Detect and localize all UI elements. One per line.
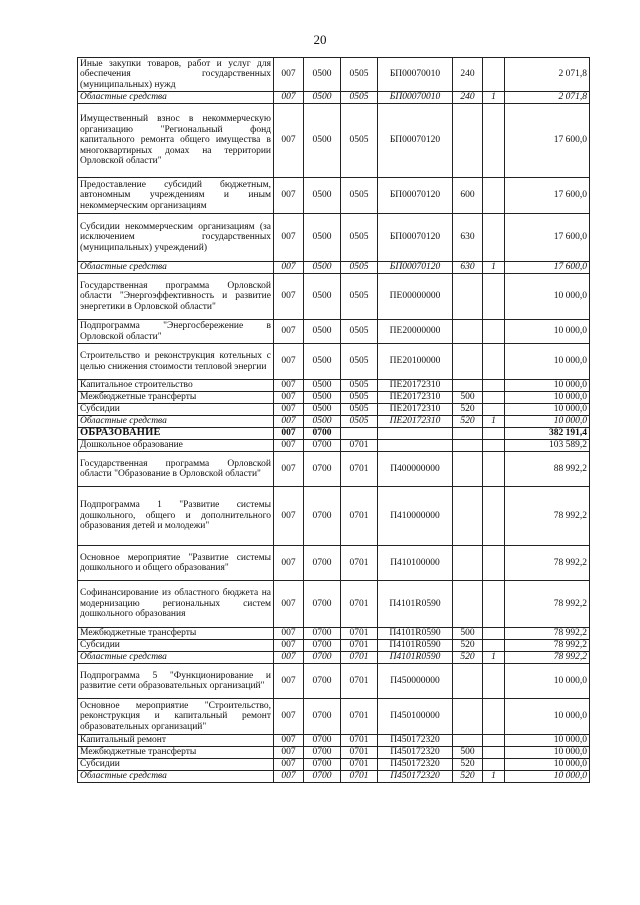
table-row xyxy=(78,452,590,487)
budget-table-body xyxy=(78,58,590,783)
row-admin-code: 007 xyxy=(274,104,304,178)
table-row xyxy=(78,759,590,771)
row-section-code: 0500 xyxy=(304,416,341,428)
row-target-code xyxy=(378,428,453,440)
row-source-code xyxy=(483,628,505,640)
row-source-code xyxy=(483,546,505,581)
row-name: Софинансирование из областного бюджета на модернизацию региональных систем дошкольного образования xyxy=(78,581,274,628)
row-expense-code: 520 xyxy=(453,640,483,652)
row-expense-code: 520 xyxy=(453,771,483,783)
row-section-code: 0700 xyxy=(304,487,341,546)
row-target-code: ПЕ20100000 xyxy=(378,344,453,380)
row-name: Государственная программа Орловской области "Образование в Орловской области" xyxy=(78,452,274,487)
row-admin-code: 007 xyxy=(274,92,304,104)
row-target-code: БП00070120 xyxy=(378,262,453,274)
row-expense-code: 520 xyxy=(453,652,483,664)
row-subsection-code: 0505 xyxy=(341,320,378,344)
row-name: Областные средства xyxy=(78,416,274,428)
row-target-code: П410000000 xyxy=(378,487,453,546)
row-target-code: П450172320 xyxy=(378,759,453,771)
row-admin-code: 007 xyxy=(274,747,304,759)
row-expense-code: 630 xyxy=(453,214,483,262)
table-row xyxy=(78,274,590,320)
table-row xyxy=(78,380,590,392)
table-row xyxy=(78,104,590,178)
row-target-code: П4101R0590 xyxy=(378,640,453,652)
row-admin-code: 007 xyxy=(274,404,304,416)
row-source-code xyxy=(483,747,505,759)
row-target-code: П450000000 xyxy=(378,664,453,699)
row-section-code: 0700 xyxy=(304,628,341,640)
row-source-code: 1 xyxy=(483,771,505,783)
row-section-code: 0700 xyxy=(304,652,341,664)
row-name: Капитальный ремонт xyxy=(78,735,274,747)
row-subsection-code: 0505 xyxy=(341,344,378,380)
row-subsection-code: 0701 xyxy=(341,771,378,783)
row-section-code: 0700 xyxy=(304,735,341,747)
row-subsection-code xyxy=(341,428,378,440)
row-expense-code: 500 xyxy=(453,628,483,640)
row-amount: 78 992,2 xyxy=(505,652,590,664)
table-row xyxy=(78,664,590,699)
row-section-code: 0700 xyxy=(304,699,341,735)
row-admin-code: 007 xyxy=(274,628,304,640)
row-source-code: 1 xyxy=(483,416,505,428)
row-source-code xyxy=(483,735,505,747)
row-subsection-code: 0701 xyxy=(341,628,378,640)
row-amount: 10 000,0 xyxy=(505,759,590,771)
row-amount: 382 191,4 xyxy=(505,428,590,440)
row-amount: 78 992,2 xyxy=(505,546,590,581)
row-admin-code: 007 xyxy=(274,274,304,320)
table-row xyxy=(78,262,590,274)
row-subsection-code: 0701 xyxy=(341,735,378,747)
row-target-code: БП00070010 xyxy=(378,58,453,92)
row-source-code xyxy=(483,428,505,440)
row-subsection-code: 0701 xyxy=(341,452,378,487)
row-source-code xyxy=(483,392,505,404)
row-source-code xyxy=(483,178,505,214)
row-amount: 17 600,0 xyxy=(505,214,590,262)
row-amount: 10 000,0 xyxy=(505,771,590,783)
row-target-code: П450100000 xyxy=(378,699,453,735)
row-section-code: 0500 xyxy=(304,104,341,178)
row-expense-code xyxy=(453,487,483,546)
table-row xyxy=(78,404,590,416)
table-row xyxy=(78,699,590,735)
row-section-code: 0500 xyxy=(304,178,341,214)
row-name: Областные средства xyxy=(78,771,274,783)
row-target-code: П450172320 xyxy=(378,747,453,759)
row-target-code: П4101R0590 xyxy=(378,652,453,664)
row-admin-code: 007 xyxy=(274,735,304,747)
row-name: Основное мероприятие "Развитие системы дошкольного и общего образования" xyxy=(78,546,274,581)
row-section-code: 0700 xyxy=(304,747,341,759)
row-admin-code: 007 xyxy=(274,664,304,699)
row-source-code xyxy=(483,640,505,652)
row-expense-code: 600 xyxy=(453,178,483,214)
row-admin-code: 007 xyxy=(274,581,304,628)
row-amount: 10 000,0 xyxy=(505,747,590,759)
row-amount: 10 000,0 xyxy=(505,416,590,428)
row-subsection-code: 0505 xyxy=(341,416,378,428)
table-row xyxy=(78,652,590,664)
row-subsection-code: 0505 xyxy=(341,214,378,262)
row-expense-code: 240 xyxy=(453,92,483,104)
row-section-code: 0700 xyxy=(304,759,341,771)
row-subsection-code: 0701 xyxy=(341,581,378,628)
row-admin-code: 007 xyxy=(274,428,304,440)
row-amount: 10 000,0 xyxy=(505,404,590,416)
row-subsection-code: 0505 xyxy=(341,58,378,92)
row-admin-code: 007 xyxy=(274,452,304,487)
row-subsection-code: 0505 xyxy=(341,380,378,392)
row-admin-code: 007 xyxy=(274,320,304,344)
row-name: Подпрограмма 1 "Развитие системы дошкольного, общего и дополнительного образования детей и молодежи" xyxy=(78,487,274,546)
row-source-code: 1 xyxy=(483,262,505,274)
row-source-code xyxy=(483,320,505,344)
row-target-code: БП00070120 xyxy=(378,104,453,178)
row-amount: 78 992,2 xyxy=(505,628,590,640)
row-expense-code xyxy=(453,452,483,487)
row-target-code: ПЕ20172310 xyxy=(378,392,453,404)
row-amount: 2 071,8 xyxy=(505,92,590,104)
row-expense-code: 520 xyxy=(453,404,483,416)
table-row xyxy=(78,581,590,628)
row-admin-code: 007 xyxy=(274,380,304,392)
row-name: Межбюджетные трансферты xyxy=(78,628,274,640)
table-row xyxy=(78,92,590,104)
row-admin-code: 007 xyxy=(274,344,304,380)
row-section-code: 0500 xyxy=(304,274,341,320)
row-name: Имущественный взнос в некоммерческую организацию "Региональный фонд капитального ремонта общего имущества в многоквартирных домах на территории Орловской области" xyxy=(78,104,274,178)
row-expense-code: 630 xyxy=(453,262,483,274)
table-row xyxy=(78,546,590,581)
row-source-code xyxy=(483,104,505,178)
row-expense-code xyxy=(453,274,483,320)
row-expense-code xyxy=(453,581,483,628)
row-subsection-code: 0505 xyxy=(341,104,378,178)
row-subsection-code: 0701 xyxy=(341,487,378,546)
row-amount: 10 000,0 xyxy=(505,320,590,344)
row-amount: 17 600,0 xyxy=(505,262,590,274)
row-admin-code: 007 xyxy=(274,759,304,771)
row-admin-code: 007 xyxy=(274,440,304,452)
row-admin-code: 007 xyxy=(274,262,304,274)
row-subsection-code: 0701 xyxy=(341,759,378,771)
row-target-code: П4101R0590 xyxy=(378,581,453,628)
row-admin-code: 007 xyxy=(274,214,304,262)
row-name: Подпрограмма "Энергосбережение в Орловской области" xyxy=(78,320,274,344)
budget-table xyxy=(77,57,590,783)
row-subsection-code: 0701 xyxy=(341,747,378,759)
row-name: Основное мероприятие "Строительство, реконструкция и капитальный ремонт образовательных организаций" xyxy=(78,699,274,735)
row-name: Государственная программа Орловской области "Энергоэффективность и развитие энергетики в Орловской области" xyxy=(78,274,274,320)
row-name: Иные закупки товаров, работ и услуг для обеспечения государственных (муниципальных) нужд xyxy=(78,58,274,92)
row-source-code xyxy=(483,214,505,262)
row-section-code: 0500 xyxy=(304,214,341,262)
row-subsection-code: 0701 xyxy=(341,640,378,652)
row-subsection-code: 0505 xyxy=(341,92,378,104)
row-amount: 103 589,2 xyxy=(505,440,590,452)
row-target-code: ПЕ20000000 xyxy=(378,320,453,344)
row-section-code: 0700 xyxy=(304,452,341,487)
row-target-code: П4101R0590 xyxy=(378,628,453,640)
row-section-code: 0700 xyxy=(304,664,341,699)
row-name: Межбюджетные трансферты xyxy=(78,392,274,404)
row-source-code: 1 xyxy=(483,92,505,104)
row-amount: 78 992,2 xyxy=(505,640,590,652)
row-source-code xyxy=(483,452,505,487)
row-section-code: 0700 xyxy=(304,428,341,440)
row-target-code: П410100000 xyxy=(378,546,453,581)
table-row xyxy=(78,320,590,344)
table-row xyxy=(78,487,590,546)
row-target-code: БП00070120 xyxy=(378,178,453,214)
row-source-code xyxy=(483,440,505,452)
row-expense-code xyxy=(453,440,483,452)
row-name: Дошкольное образование xyxy=(78,440,274,452)
row-name: ОБРАЗОВАНИЕ xyxy=(78,428,274,440)
row-amount: 10 000,0 xyxy=(505,699,590,735)
row-amount: 10 000,0 xyxy=(505,392,590,404)
row-section-code: 0700 xyxy=(304,581,341,628)
row-target-code xyxy=(378,440,453,452)
row-amount: 10 000,0 xyxy=(505,664,590,699)
table-row xyxy=(78,735,590,747)
row-name: Областные средства xyxy=(78,262,274,274)
row-expense-code: 500 xyxy=(453,747,483,759)
table-row xyxy=(78,428,590,440)
row-target-code: БП00070120 xyxy=(378,214,453,262)
row-expense-code xyxy=(453,428,483,440)
row-admin-code: 007 xyxy=(274,640,304,652)
row-source-code xyxy=(483,487,505,546)
page-number: 20 xyxy=(313,32,327,47)
row-section-code: 0500 xyxy=(304,380,341,392)
row-expense-code xyxy=(453,104,483,178)
row-source-code xyxy=(483,404,505,416)
table-row xyxy=(78,178,590,214)
row-target-code: БП00070010 xyxy=(378,92,453,104)
row-admin-code: 007 xyxy=(274,546,304,581)
row-section-code: 0500 xyxy=(304,92,341,104)
row-amount: 17 600,0 xyxy=(505,104,590,178)
row-name: Субсидии некоммерческим организациям (за исключением государственных (муниципальных) учреждений) xyxy=(78,214,274,262)
row-expense-code xyxy=(453,320,483,344)
row-admin-code: 007 xyxy=(274,392,304,404)
row-amount: 10 000,0 xyxy=(505,380,590,392)
row-section-code: 0500 xyxy=(304,344,341,380)
row-section-code: 0700 xyxy=(304,771,341,783)
row-subsection-code: 0701 xyxy=(341,664,378,699)
table-row xyxy=(78,640,590,652)
row-section-code: 0500 xyxy=(304,392,341,404)
row-source-code xyxy=(483,380,505,392)
table-row xyxy=(78,747,590,759)
row-section-code: 0700 xyxy=(304,440,341,452)
row-subsection-code: 0505 xyxy=(341,178,378,214)
row-source-code xyxy=(483,274,505,320)
row-name: Субсидии xyxy=(78,640,274,652)
row-name: Строительство и реконструкция котельных с целью снижения стоимости тепловой энергии xyxy=(78,344,274,380)
row-target-code: П400000000 xyxy=(378,452,453,487)
row-subsection-code: 0701 xyxy=(341,652,378,664)
row-amount: 10 000,0 xyxy=(505,735,590,747)
row-expense-code xyxy=(453,546,483,581)
row-source-code: 1 xyxy=(483,652,505,664)
row-subsection-code: 0701 xyxy=(341,440,378,452)
row-amount: 2 071,8 xyxy=(505,58,590,92)
row-subsection-code: 0505 xyxy=(341,274,378,320)
row-amount: 17 600,0 xyxy=(505,178,590,214)
row-expense-code: 520 xyxy=(453,759,483,771)
row-section-code: 0500 xyxy=(304,404,341,416)
row-subsection-code: 0701 xyxy=(341,699,378,735)
row-admin-code: 007 xyxy=(274,771,304,783)
row-admin-code: 007 xyxy=(274,699,304,735)
row-section-code: 0500 xyxy=(304,262,341,274)
row-subsection-code: 0701 xyxy=(341,546,378,581)
row-amount: 78 992,2 xyxy=(505,487,590,546)
row-target-code: П450172320 xyxy=(378,771,453,783)
row-target-code: ПЕ20172310 xyxy=(378,416,453,428)
row-amount: 10 000,0 xyxy=(505,344,590,380)
table-row xyxy=(78,392,590,404)
row-target-code: ПЕ20172310 xyxy=(378,380,453,392)
row-expense-code xyxy=(453,664,483,699)
row-source-code xyxy=(483,664,505,699)
row-expense-code xyxy=(453,735,483,747)
row-subsection-code: 0505 xyxy=(341,392,378,404)
row-name: Областные средства xyxy=(78,652,274,664)
row-name: Субсидии xyxy=(78,759,274,771)
row-section-code: 0500 xyxy=(304,320,341,344)
row-section-code: 0700 xyxy=(304,640,341,652)
row-amount: 10 000,0 xyxy=(505,274,590,320)
row-name: Капитальное строительство xyxy=(78,380,274,392)
row-admin-code: 007 xyxy=(274,652,304,664)
row-name: Субсидии xyxy=(78,404,274,416)
row-expense-code xyxy=(453,699,483,735)
table-row xyxy=(78,628,590,640)
table-row xyxy=(78,58,590,92)
row-section-code: 0500 xyxy=(304,58,341,92)
row-source-code xyxy=(483,759,505,771)
row-expense-code: 500 xyxy=(453,392,483,404)
row-target-code: П450172320 xyxy=(378,735,453,747)
row-amount: 88 992,2 xyxy=(505,452,590,487)
row-admin-code: 007 xyxy=(274,178,304,214)
table-row xyxy=(78,344,590,380)
row-name: Областные средства xyxy=(78,92,274,104)
row-source-code xyxy=(483,344,505,380)
row-admin-code: 007 xyxy=(274,487,304,546)
row-name: Подпрограмма 5 "Функционирование и развитие сети образовательных организаций" xyxy=(78,664,274,699)
row-name: Межбюджетные трансферты xyxy=(78,747,274,759)
row-admin-code: 007 xyxy=(274,416,304,428)
table-row xyxy=(78,771,590,783)
row-source-code xyxy=(483,58,505,92)
row-target-code: ПЕ00000000 xyxy=(378,274,453,320)
row-subsection-code: 0505 xyxy=(341,404,378,416)
row-amount: 78 992,2 xyxy=(505,581,590,628)
table-row xyxy=(78,416,590,428)
row-name: Предоставление субсидий бюджетным, автономным учреждениям и иным некоммерческим организациям xyxy=(78,178,274,214)
table-row xyxy=(78,440,590,452)
row-source-code xyxy=(483,699,505,735)
row-expense-code xyxy=(453,380,483,392)
row-expense-code: 240 xyxy=(453,58,483,92)
row-section-code: 0700 xyxy=(304,546,341,581)
table-row xyxy=(78,214,590,262)
row-source-code xyxy=(483,581,505,628)
row-expense-code: 520 xyxy=(453,416,483,428)
row-admin-code: 007 xyxy=(274,58,304,92)
row-subsection-code: 0505 xyxy=(341,262,378,274)
row-target-code: ПЕ20172310 xyxy=(378,404,453,416)
row-expense-code xyxy=(453,344,483,380)
